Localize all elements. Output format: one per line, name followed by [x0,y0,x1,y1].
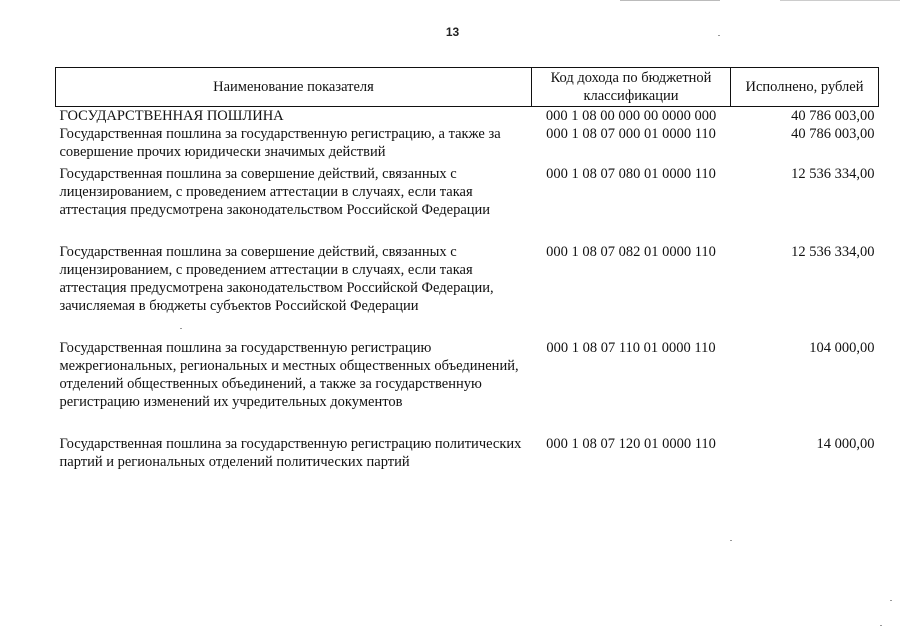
header-indicator-name: Наименование показателя [56,68,532,107]
row-amount: 40 786 003,00 [791,108,875,124]
table-row [56,162,879,243]
row-code: 000 1 08 07 082 01 0000 110 [546,244,716,260]
row-amount: 14 000,00 [816,436,875,452]
row-amount: 12 536 334,00 [791,244,875,260]
revenue-table [55,67,879,475]
row-amount: 12 536 334,00 [791,166,875,182]
row-name: Государственная пошлина за совершение действий, связанных с лицензированием, с проведением аттестации в случаях, если такая аттестация предусмотрена законодательством Российской Федерации, зачисляемая в бюджеты субъектов Российской Федерации [59,244,494,314]
row-code: 000 1 08 07 120 01 0000 110 [546,436,716,452]
table-header-row [56,68,879,107]
row-amount: 104 000,00 [809,340,875,356]
scan-edge-line [620,0,720,1]
row-name: ГОСУДАРСТВЕННАЯ ПОШЛИНА [59,108,284,124]
scan-edge-line [780,0,900,1]
row-code: 000 1 08 00 000 00 0000 000 [545,108,717,124]
row-code: 000 1 08 07 110 01 0000 110 [546,340,716,356]
row-code: 000 1 08 07 080 01 0000 110 [546,166,716,182]
row-name: Государственная пошлина за государственную регистрацию, а также за совершение прочих юридически значимых действий [59,126,501,160]
header-budget-code: Код дохода по бюджетной классификации [532,68,731,107]
table-row [56,243,879,339]
row-name: Государственная пошлина за государственную регистрацию политических партий и региональных отделений политических партий [59,436,522,470]
row-amount: 40 786 003,00 [791,126,875,142]
table-row [56,339,879,435]
scan-speck [730,540,732,541]
row-name: Государственная пошлина за государственную регистрацию межрегиональных, региональных и местных общественных объединений, отделений общественных объединений, а также за государственную регистрацию изменений их учредительных документов [59,340,519,410]
scan-speck [718,35,720,36]
scan-speck [180,328,182,329]
table-row [56,435,879,475]
scan-speck [880,625,882,626]
table-row [56,107,879,126]
page-number: 13 [445,25,460,39]
table-row [56,125,879,162]
header-executed-amount: Исполнено, рублей [731,68,879,107]
row-code: 000 1 08 07 000 01 0000 110 [546,126,716,142]
scan-speck [890,600,892,601]
row-name: Государственная пошлина за совершение действий, связанных с лицензированием, с проведением аттестации в случаях, если такая аттестация предусмотрена законодательством Российской Федерации [59,166,491,218]
